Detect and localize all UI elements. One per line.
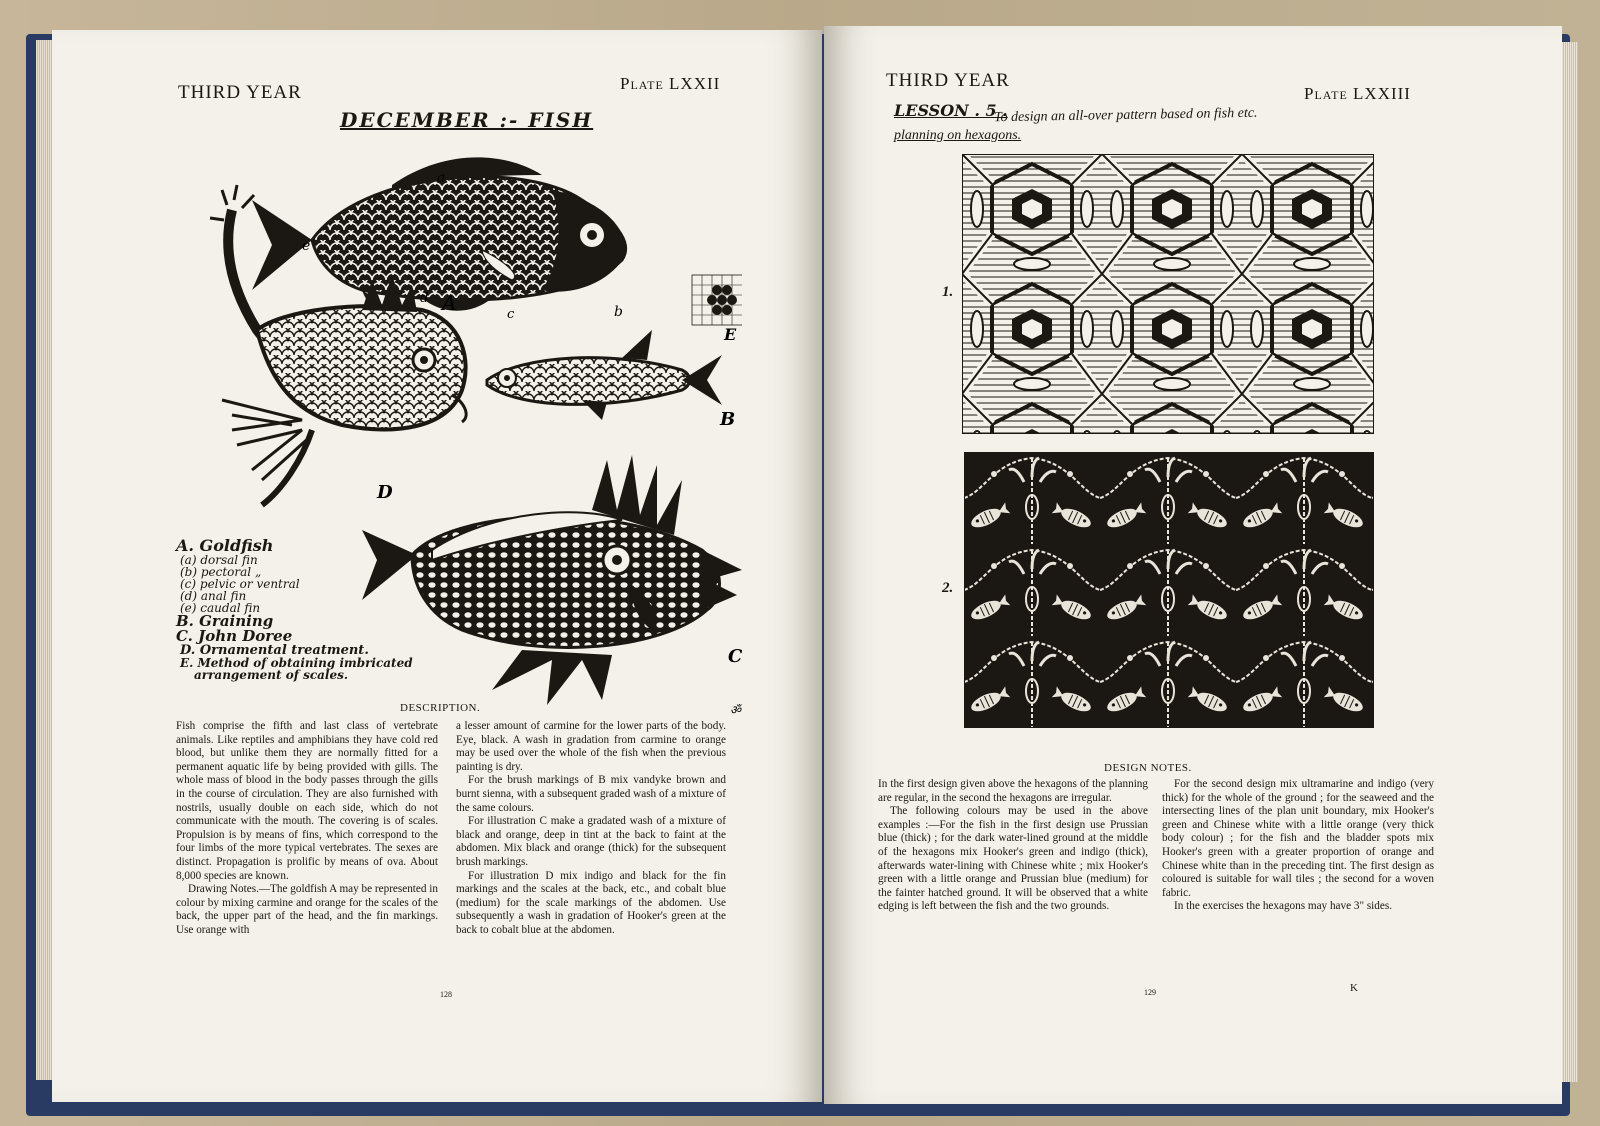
description-heading: DESCRIPTION. — [400, 702, 481, 714]
fish-c-john-doree — [362, 455, 742, 705]
lesson-instruction: To design an all-over pattern based on fish etc. — [993, 105, 1258, 126]
running-head: THIRD YEAR — [178, 82, 302, 103]
label-b: b — [614, 304, 623, 320]
page-number: 129 — [1144, 988, 1156, 997]
design-number: 1. — [942, 284, 954, 300]
label-D: D — [377, 482, 393, 503]
label-C: C — [728, 646, 742, 667]
fish-b-graining — [487, 330, 722, 420]
design-plate-2 — [964, 452, 1374, 728]
label-B: B — [720, 409, 736, 430]
legend-item: C. John Doree — [176, 627, 293, 645]
legend-item: arrangement of scales. — [194, 668, 349, 682]
paragraph: In the first design given above the hexagons of the planning are regular, in the second the hexagons are irregular. — [878, 778, 1148, 804]
monogram: ॐ — [730, 703, 741, 717]
paragraph: For the brush markings of B mix vandyke brown and burnt sienna, with a subsequent graded wash of a mixture of the same colours. — [456, 774, 726, 814]
design-number: 2. — [942, 580, 954, 596]
paragraph: For the second design mix ultramarine and indigo (very thick) for the whole of the ground ; for the seaweed and the intersecting lines of the plan unit boundary, mix Hooker's green and Chinese white with a little orange (very thick body colour) ; for the fish and the bladder spots mix Hooker's green with a greater proportion of orange and Chinese white than in the preceding tint. The first design as coloured is suitable for wall tiles ; the second for a woven fabric. — [1162, 778, 1434, 899]
label-a: a — [437, 170, 446, 186]
paragraph: Drawing Notes.—The goldfish A may be represented in colour by mixing carmine and orange for the scales of the back, the upper part of the head, and the fin markings. Use orange with — [176, 883, 438, 936]
label-d: d — [420, 291, 429, 306]
page-title: DECEMBER :- FISH — [340, 108, 594, 132]
label-E: E — [724, 325, 737, 344]
paragraph: a lesser amount of carmine for the lower parts of the body. Eye, black. A wash in gradation from carmine to orange may be used over the whole of the fish when the previous painting is dry. — [456, 720, 726, 773]
legend-item: (e) caudal fin — [180, 601, 261, 615]
running-head: THIRD YEAR — [886, 70, 1010, 91]
paragraph: In the exercises the hexagons may have 3" sides. — [1174, 900, 1392, 913]
paragraph: For illustration D mix indigo and black for the fin markings and the scales at the back, etc., and cobalt blue (medium) for the scale markings of the abdomen. Use subsequently a wash in gradation of Hooker's green at the back to cobalt blue at the abdomen. — [456, 869, 726, 936]
description-column-1 — [176, 720, 438, 938]
design-notes-column-1 — [878, 778, 1148, 914]
design-notes-column-2 — [1162, 778, 1434, 914]
legend-item: (a) dorsal fin — [180, 553, 258, 567]
signature-mark: K — [1350, 982, 1358, 994]
left-page — [52, 30, 822, 1102]
lesson-instruction-continued: planning on hexagons. — [894, 128, 1022, 143]
label-e: e — [302, 238, 311, 254]
right-page — [824, 26, 1562, 1104]
figure-legend — [176, 538, 413, 681]
design-plate-1 — [962, 154, 1374, 434]
legend-item: D. Ornamental treatment. — [180, 643, 369, 658]
label-c: c — [507, 307, 515, 322]
plate-number: Plate LXXII — [620, 74, 721, 93]
description-column-2 — [456, 720, 726, 938]
paragraph: For illustration C make a gradated wash of a mixture of black and orange, deep in tint at the back to faint at the abdomen. Mix black and orange (thick) for the subsequent brush markings. — [456, 815, 726, 868]
legend-item: (d) anal fin — [180, 589, 247, 603]
page-number: 128 — [440, 990, 452, 999]
legend-item: (b) pectoral „ — [180, 565, 262, 579]
legend-item: A. Goldfish — [176, 536, 274, 555]
label-A: A — [442, 291, 457, 315]
figure-e-lattice — [692, 275, 742, 325]
plate-number: Plate LXXIII — [1304, 84, 1411, 103]
paragraph: The following colours may be used in the above examples :—For the fish in the first design use Prussian blue (thick) ; for the dark water-lined ground at the middle of the hexagons mix Hooker's green and indigo (thick), afterwards water-lining with Chinese white ; mix Hooker's green with a little orange and Prussian blue (medium) for the fainter hatched ground. It will be observed that a white edging is left between the fish and the two grounds. — [878, 805, 1148, 913]
design-notes-heading: DESIGN NOTES. — [1104, 762, 1192, 774]
lesson-title: LESSON . 5 . — [894, 101, 1008, 120]
legend-item: B. Graining — [176, 612, 274, 630]
legend-item: (c) pelvic or ventral — [180, 577, 300, 591]
paragraph: Fish comprise the fifth and last class of vertebrate animals. Like reptiles and amphibians they have cold red blood, but unlike them they are normally fitted for a permanent aquatic life by being provided with gills. The whole mass of blood in the body passes through the gills in the course of circulation. They are also furnished with nostrils, usually double on each side, which do not communicate with the mouth. The covering is of scales. Propulsion is by means of fins, which correspond to the four limbs of the more typical vertebrates. The sexes are distinct. Propagation is prolific by means of ova. About 8,000 species are known. — [176, 720, 438, 882]
legend-item: E. Method of obtaining imbricated — [180, 656, 413, 670]
